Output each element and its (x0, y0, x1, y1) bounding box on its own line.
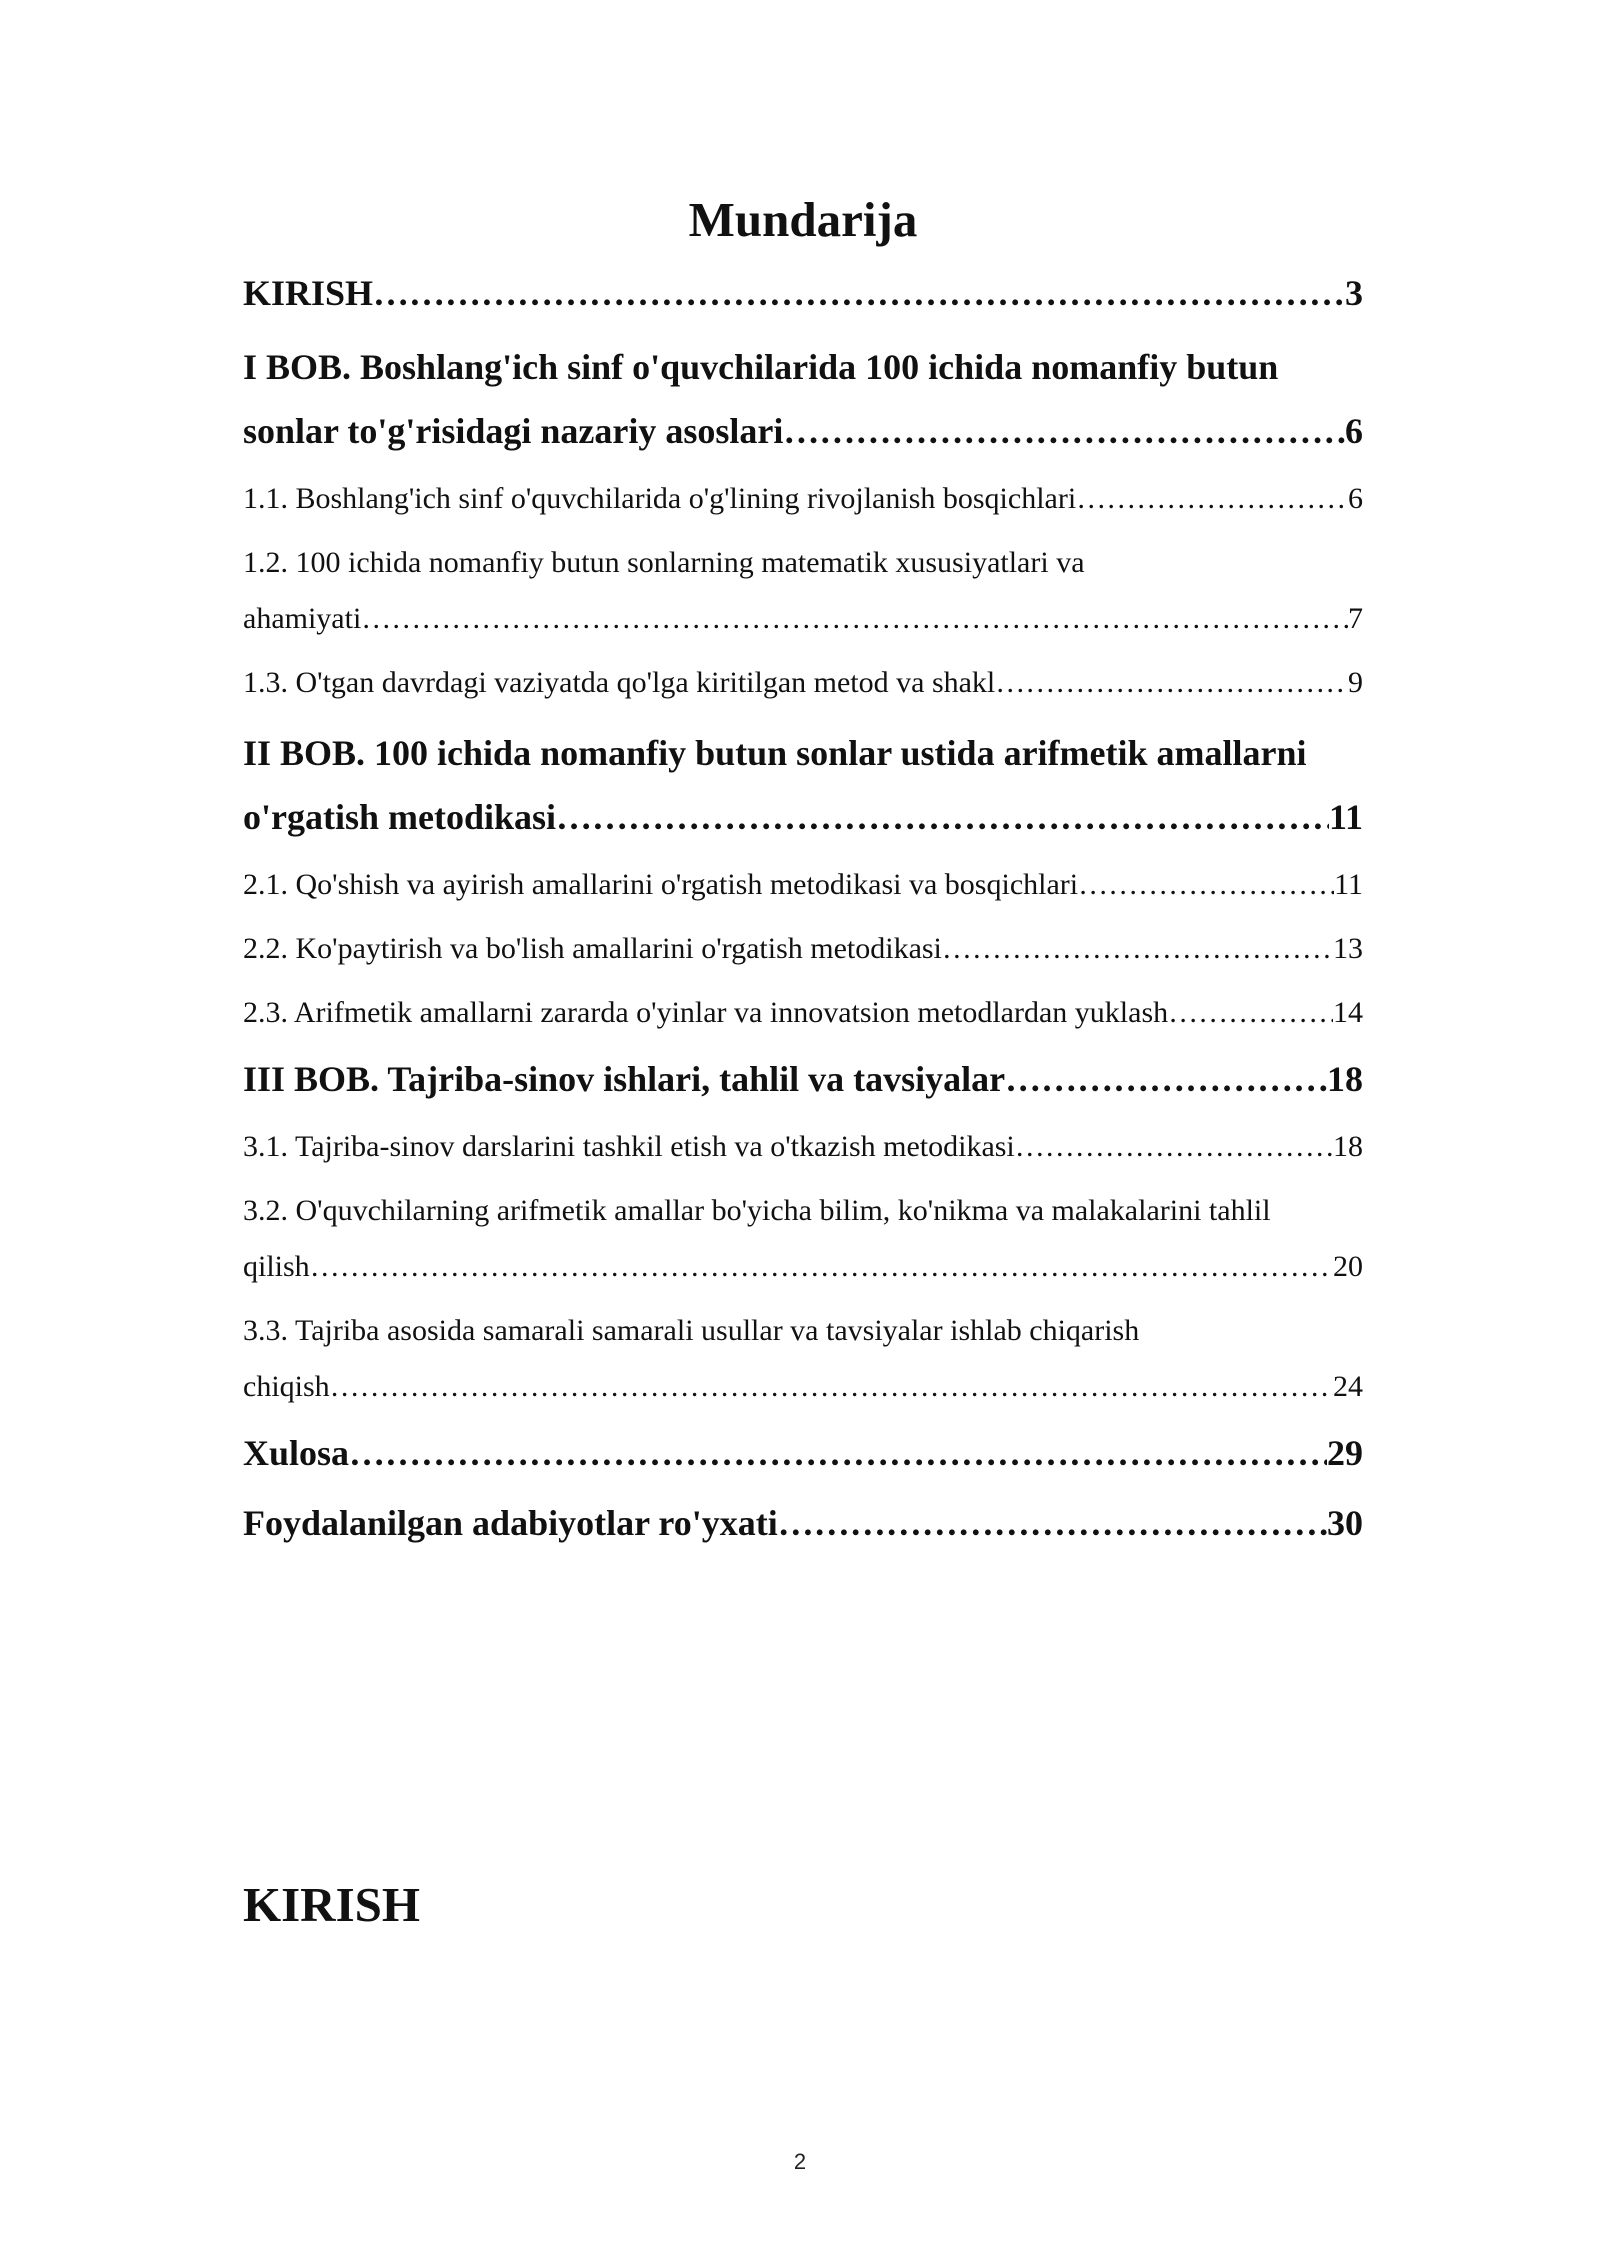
toc-chapter-entry[interactable] (243, 335, 1363, 463)
toc-dot-leader (349, 1421, 1327, 1485)
toc-page-number: 18 (1333, 1130, 1363, 1163)
toc-entry-line (243, 399, 1363, 463)
toc-entry-text: 1.1. Boshlang'ich sinf o'quvchilarida o'g'lining rivojlanish bosqichlari (243, 482, 1077, 515)
toc-entry-line (243, 1421, 1363, 1485)
toc-entry-line (243, 655, 1363, 711)
toc-entry-text: ahamiyati (243, 602, 362, 635)
toc-section-entry[interactable] (243, 985, 1363, 1041)
toc-page-number: 29 (1327, 1433, 1363, 1473)
toc-dot-leader (778, 1491, 1327, 1555)
toc-entry-text: 3.1. Tajriba-sinov darslarini tashkil etish va o'tkazish metodikasi (243, 1130, 1015, 1163)
toc-entries (243, 261, 1363, 1555)
toc-dot-leader (310, 1239, 1333, 1295)
toc-entry-line (243, 261, 1363, 325)
toc-title: Mundarija (688, 192, 918, 247)
toc-chapter-entry[interactable] (243, 721, 1363, 849)
toc-dot-leader (556, 785, 1329, 849)
toc-page-number: 30 (1327, 1503, 1363, 1543)
toc-entry-text: sonlar to'g'risidagi nazariy asoslari (243, 411, 784, 451)
section-heading: KIRISH (243, 1877, 421, 1932)
toc-section-entry[interactable] (243, 921, 1363, 977)
table-of-contents (243, 185, 1363, 1555)
page-number: 2 (793, 2149, 807, 2174)
toc-page-number: 13 (1333, 932, 1363, 965)
toc-section-entry[interactable] (243, 471, 1363, 527)
toc-page-number: 11 (1334, 868, 1363, 901)
toc-section-entry[interactable] (243, 1119, 1363, 1175)
toc-page-number: 6 (1348, 482, 1363, 515)
toc-section-entry[interactable] (243, 1183, 1363, 1295)
toc-entry-line (243, 857, 1363, 913)
toc-entry-text: 1.2. 100 ichida nomanfiy butun sonlarning matematik xususiyatlari va (243, 546, 1085, 579)
toc-dot-leader (942, 921, 1333, 977)
toc-entry-text: II BOB. 100 ichida nomanfiy butun sonlar ustida arifmetik amallarni (243, 733, 1307, 773)
toc-page-number: 14 (1333, 996, 1363, 1029)
toc-entry-text: Foydalanilgan adabiyotlar ro'yxati (243, 1503, 778, 1543)
toc-entry-line (243, 985, 1363, 1041)
toc-entry-text: KIRISH (243, 273, 374, 313)
toc-dot-leader (1078, 857, 1334, 913)
toc-entry-line (243, 1359, 1363, 1415)
toc-entry-line (243, 1491, 1363, 1555)
toc-page-number: 7 (1348, 602, 1363, 635)
toc-chapter-entry[interactable] (243, 261, 1363, 325)
toc-entry-line (243, 591, 1363, 647)
toc-entry-text: o'rgatish metodikasi (243, 797, 557, 837)
toc-dot-leader (1015, 1119, 1333, 1175)
toc-entry-text: 1.3. O'tgan davrdagi vaziyatda qo'lga kiritilgan metod va shakl (243, 666, 996, 699)
toc-page-number: 18 (1327, 1059, 1363, 1099)
toc-chapter-entry[interactable] (243, 1491, 1363, 1555)
toc-dot-leader (995, 655, 1348, 711)
toc-page-number: 11 (1328, 797, 1363, 837)
toc-entry-text: 2.3. Arifmetik amallarni zararda o'yinlar va innovatsion metodlardan yuklash (243, 996, 1169, 1029)
toc-entry-line (243, 1047, 1363, 1111)
toc-section-entry[interactable] (243, 857, 1363, 913)
toc-page-number: 9 (1348, 666, 1363, 699)
toc-section-entry[interactable] (243, 655, 1363, 711)
toc-entry-text: III BOB. Tajriba-sinov ishlari, tahlil va tavsiyalar (243, 1059, 1006, 1099)
toc-page-number: 6 (1345, 411, 1363, 451)
toc-entry-text: chiqish (243, 1370, 330, 1403)
toc-dot-leader (1005, 1047, 1327, 1111)
toc-dot-leader (1168, 985, 1333, 1041)
toc-entry-line (243, 1239, 1363, 1295)
toc-entry-line (243, 1119, 1363, 1175)
toc-page-number: 3 (1345, 273, 1363, 313)
toc-chapter-entry[interactable] (243, 1421, 1363, 1485)
toc-page-number: 24 (1333, 1370, 1363, 1403)
toc-dot-leader (1076, 471, 1348, 527)
toc-entry-text: 2.1. Qo'shish va ayirish amallarini o'rgatish metodikasi va bosqichlari (243, 868, 1079, 901)
toc-entry-line (243, 471, 1363, 527)
toc-page-number: 20 (1333, 1250, 1363, 1283)
toc-chapter-entry[interactable] (243, 1047, 1363, 1111)
toc-entry-line (243, 785, 1363, 849)
toc-entry-text: 2.2. Ko'paytirish va bo'lish amallarini o'rgatish metodikasi (243, 932, 942, 965)
toc-entry-line (243, 921, 1363, 977)
toc-section-entry[interactable] (243, 535, 1363, 647)
toc-entry-text: Xulosa (243, 1433, 350, 1473)
toc-section-entry[interactable] (243, 1303, 1363, 1415)
toc-dot-leader (361, 591, 1348, 647)
toc-entry-text: qilish (243, 1250, 310, 1283)
toc-entry-text: 3.3. Tajriba asosida samarali samarali usullar va tavsiyalar ishlab chiqarish (243, 1314, 1140, 1347)
toc-entry-text: I BOB. Boshlang'ich sinf o'quvchilarida 100 ichida nomanfiy butun (243, 347, 1279, 387)
toc-dot-leader (373, 261, 1345, 325)
toc-dot-leader (783, 399, 1345, 463)
toc-entry-text: 3.2. O'quvchilarning arifmetik amallar bo'yicha bilim, ko'nikma va malakalarini tahlil (243, 1194, 1271, 1227)
toc-dot-leader (330, 1359, 1333, 1415)
